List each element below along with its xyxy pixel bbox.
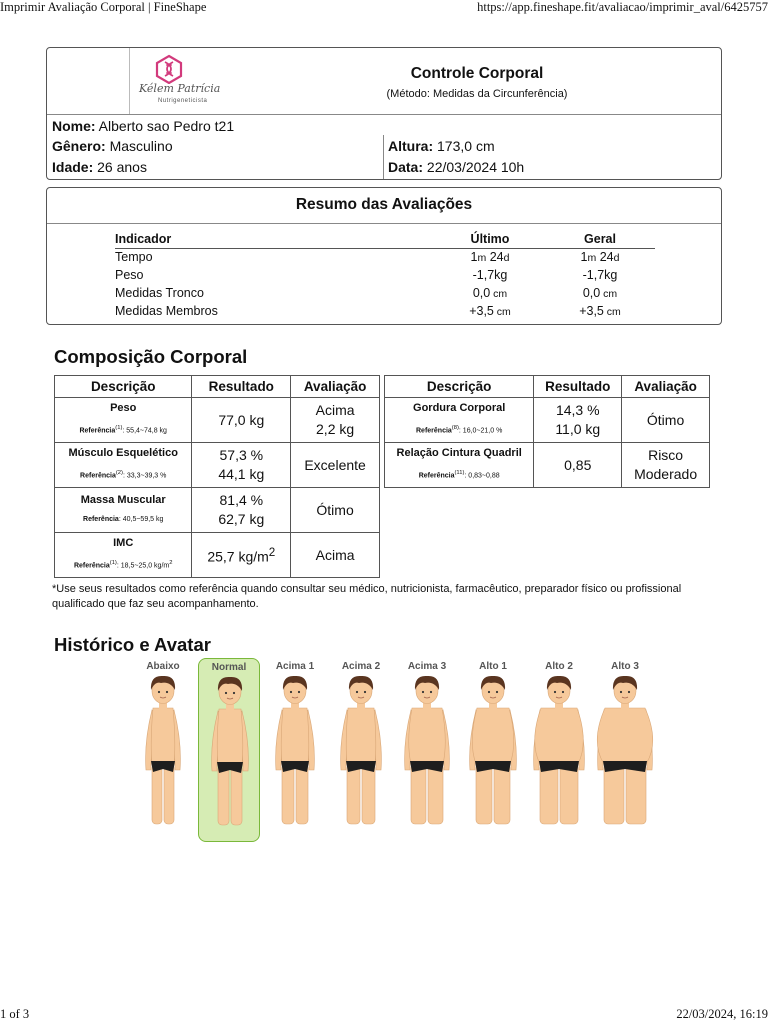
column-header: Descrição xyxy=(55,376,192,398)
leg-left xyxy=(604,764,624,824)
table-header-row xyxy=(385,376,710,398)
body-figure-icon xyxy=(528,672,590,840)
table-row xyxy=(115,302,655,320)
evaluation-cell: Acima 2,2 kg xyxy=(291,398,380,443)
result-cell: 14,3 % 11,0 kg xyxy=(534,398,622,443)
last-value-cell: 1m 24d xyxy=(470,250,510,265)
leg-left xyxy=(218,765,229,825)
avatar-label: Abaixo xyxy=(146,661,180,672)
column-header: Resultado xyxy=(192,376,291,398)
reference-range: Referência$^{(1)}$: 18,5~25,0 $kg/m^2$ xyxy=(73,560,173,570)
eye xyxy=(620,691,622,693)
result-cell: 81,4 % 62,7 kg xyxy=(192,488,291,533)
eye xyxy=(166,691,168,693)
body-figure-icon xyxy=(396,672,458,840)
eye xyxy=(488,691,490,693)
description-cell: Peso Referência$^{(1)}$: 55,4~74,8 kg xyxy=(55,398,192,443)
overall-value-cell: 1m 24d xyxy=(580,250,620,265)
eye xyxy=(225,692,227,694)
column-header: Indicador xyxy=(115,230,435,248)
leg-left xyxy=(152,764,162,824)
report-method: (Método: Medidas da Circunferência) xyxy=(386,88,568,100)
logo-script-text: Kélem Patrícia xyxy=(139,82,221,95)
table-row xyxy=(55,443,380,488)
torso xyxy=(281,708,309,764)
last-value-cell: -1,7kg xyxy=(472,268,508,282)
evaluation-cell: Ótimo xyxy=(291,488,380,533)
body-figure-icon xyxy=(264,672,326,840)
table-row xyxy=(115,266,655,284)
summary-title: Resumo das Avaliações xyxy=(295,196,473,213)
eye xyxy=(430,691,432,693)
reference-range: Referência: 40,5~59,5 kg xyxy=(83,516,164,523)
avatar-acima-1[interactable] xyxy=(264,658,326,842)
avatar-alto-2[interactable] xyxy=(528,658,590,842)
avatar-label: Acima 3 xyxy=(407,661,447,672)
eye xyxy=(496,691,498,693)
last-value-cell: 0,0 cm xyxy=(472,286,508,300)
body-figure-icon xyxy=(462,672,524,840)
torso xyxy=(346,708,376,764)
eye xyxy=(233,692,235,694)
description-cell: Gordura Corporal Referência$^{(8)}$: 16,0~21,0 % xyxy=(385,398,534,443)
table-row xyxy=(55,533,380,578)
summary-card xyxy=(46,187,722,325)
avatar-alto-1[interactable] xyxy=(462,658,524,842)
description-cell: Massa Muscular Referência: 40,5~59,5 kg xyxy=(55,488,192,533)
body-figure-icon xyxy=(132,672,194,840)
description-cell: Músculo Esquelético Referência$^{(2)}$: 33,3~39,3 % xyxy=(55,443,192,488)
patient-name: Nome: Alberto sao Pedro t21 xyxy=(52,118,235,134)
torso xyxy=(409,708,446,764)
shorts xyxy=(410,761,444,772)
column-header: Último xyxy=(435,230,545,248)
indicator-cell: Tempo xyxy=(115,250,153,265)
avatar-label: Acima 2 xyxy=(341,661,381,672)
torso xyxy=(151,708,175,764)
column-header: Avaliação xyxy=(622,376,710,398)
eye xyxy=(364,691,366,693)
leg-left xyxy=(282,764,294,824)
table-header-row xyxy=(115,230,655,248)
evaluation-cell: Risco Moderado xyxy=(622,443,710,488)
print-footer xyxy=(0,1008,768,1024)
last-value-cell: +3,5 cm xyxy=(469,304,511,318)
torso xyxy=(472,708,514,764)
page-counter: 1 of 3 xyxy=(0,1007,30,1021)
avatar-label: Alto 2 xyxy=(545,661,573,672)
body-figure-icon xyxy=(330,672,392,840)
shorts xyxy=(281,761,309,772)
table-row xyxy=(385,443,710,488)
divider xyxy=(47,114,721,115)
eye xyxy=(158,691,160,693)
avatar-acima-3[interactable] xyxy=(396,658,458,842)
leg-right xyxy=(428,764,443,824)
leg-right xyxy=(560,764,578,824)
dna-logo-icon xyxy=(154,54,184,84)
avatar-alto-3[interactable] xyxy=(594,658,656,842)
composition-table-left xyxy=(54,375,380,578)
header-card xyxy=(46,47,722,180)
composition-table-right xyxy=(384,375,710,488)
result-cell: 25,7 $kg/m^2$ xyxy=(192,533,291,578)
column-header: Resultado xyxy=(534,376,622,398)
patient-gender: Gênero: Masculino xyxy=(52,138,173,154)
report-title: Controle Corporal xyxy=(410,65,544,82)
leg-right xyxy=(296,764,308,824)
shorts xyxy=(475,761,511,772)
page-url[interactable]: https://app.fineshape.fit/avaliacao/imprimir_aval/6425757 xyxy=(477,0,768,14)
eye xyxy=(356,691,358,693)
torso xyxy=(597,708,653,764)
table-row xyxy=(385,398,710,443)
reference-range: Referência$^{(8)}$: 16,0~21,0 % xyxy=(416,425,503,435)
avatar-label: Alto 1 xyxy=(479,661,507,672)
torso xyxy=(535,708,584,764)
avatar-acima-2[interactable] xyxy=(330,658,392,842)
logo xyxy=(129,48,249,114)
indicator-cell: Medidas Membros xyxy=(115,304,218,318)
description-cell: IMC Referência$^{(1)}$: 18,5~25,0 $kg/m^2$ xyxy=(55,533,192,578)
indicator-cell: Peso xyxy=(115,268,144,282)
disclaimer-text: *Use seus resultados como referência quando consultar seu médico, nutricionista, farmacêutico, preparador físico ou profissional qualificado que faz seu acompanhamento. xyxy=(52,583,682,610)
divider xyxy=(47,223,721,224)
page-title: Imprimir Avaliação Corporal | FineShape xyxy=(0,0,207,14)
reference-range: Referência$^{(11)}$: 0,83~0,88 xyxy=(418,470,500,480)
overall-value-cell: 0,0 cm xyxy=(582,286,618,300)
result-cell: 0,85 xyxy=(534,443,622,488)
body-figure-icon xyxy=(199,673,261,841)
eye xyxy=(422,691,424,693)
avatar-abaixo[interactable] xyxy=(132,658,194,842)
evaluation-cell: Excelente xyxy=(291,443,380,488)
patient-height: Altura: 173,0 cm xyxy=(388,138,495,154)
table-row xyxy=(115,284,655,302)
print-header xyxy=(0,0,768,16)
eye xyxy=(562,691,564,693)
leg-right xyxy=(231,765,242,825)
column-header: Geral xyxy=(545,230,655,248)
avatar-row xyxy=(132,658,660,842)
eye xyxy=(554,691,556,693)
body-figure-icon xyxy=(594,672,656,840)
leg-left xyxy=(347,764,360,824)
avatar-normal[interactable] xyxy=(198,658,260,842)
table-row xyxy=(55,488,380,533)
avatar-label: Normal xyxy=(211,662,247,673)
leg-left xyxy=(476,764,492,824)
leg-left xyxy=(411,764,426,824)
logo-subtitle: Nutrigeneticista xyxy=(158,98,208,104)
result-cell: 57,3 % 44,1 kg xyxy=(192,443,291,488)
leg-right xyxy=(164,764,174,824)
overall-value-cell: -1,7kg xyxy=(582,268,618,282)
summary-table xyxy=(115,230,655,320)
history-title: Histórico e Avatar xyxy=(54,634,211,655)
table-header-row xyxy=(55,376,380,398)
leg-left xyxy=(540,764,558,824)
shorts xyxy=(151,761,175,772)
divider xyxy=(383,135,384,179)
torso xyxy=(217,709,243,765)
column-header: Descrição xyxy=(385,376,534,398)
shorts xyxy=(539,761,579,772)
shorts xyxy=(346,761,376,772)
leg-right xyxy=(626,764,646,824)
shorts xyxy=(603,761,647,772)
evaluation-cell: Ótimo xyxy=(622,398,710,443)
patient-age: Idade: 26 anos xyxy=(52,159,147,175)
evaluation-date: Data: 22/03/2024 10h xyxy=(388,159,525,175)
eye xyxy=(290,691,292,693)
result-cell: 77,0 kg xyxy=(192,398,291,443)
avatar-label: Acima 1 xyxy=(275,661,315,672)
description-cell: Relação Cintura Quadril Referência$^{(11)}$: 0,83~0,88 xyxy=(385,443,534,488)
indicator-cell: Medidas Tronco xyxy=(115,286,204,300)
reference-range: Referência$^{(1)}$: 55,4~74,8 kg xyxy=(79,425,167,435)
eye xyxy=(298,691,300,693)
table-row xyxy=(55,398,380,443)
reference-range: Referência$^{(2)}$: 33,3~39,3 % xyxy=(80,470,167,480)
column-header: Avaliação xyxy=(291,376,380,398)
table-row xyxy=(115,248,655,266)
composition-title: Composição Corporal xyxy=(54,346,248,367)
shorts xyxy=(217,762,243,773)
evaluation-cell: Acima xyxy=(291,533,380,578)
eye xyxy=(628,691,630,693)
avatar-label: Alto 3 xyxy=(611,661,639,672)
print-datetime: 22/03/2024, 16:19 xyxy=(676,1007,768,1021)
leg-right xyxy=(362,764,375,824)
overall-value-cell: +3,5 cm xyxy=(579,304,621,318)
leg-right xyxy=(494,764,510,824)
